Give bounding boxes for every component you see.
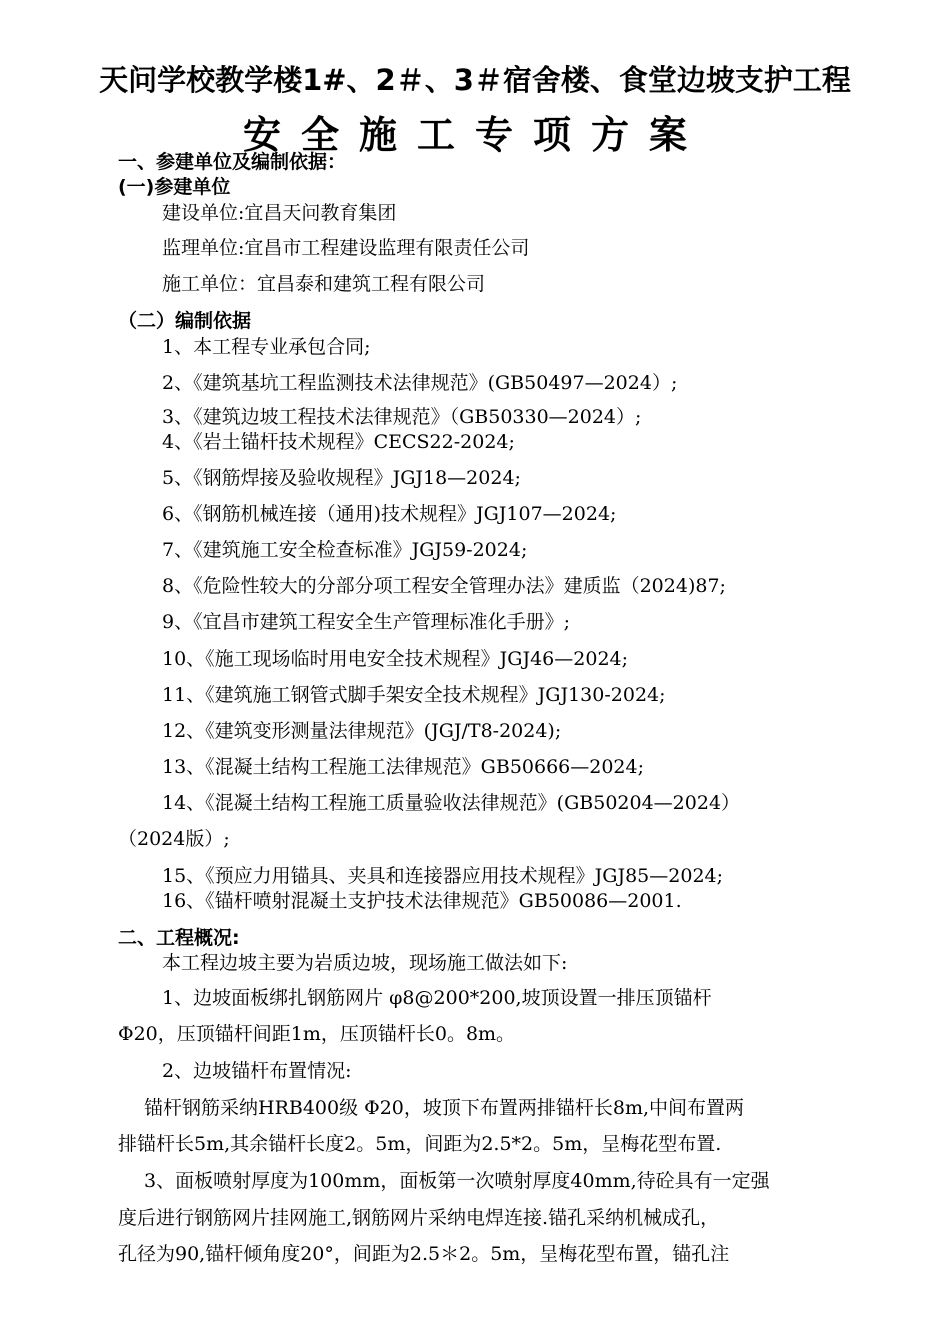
overview-line: 本工程边坡主要为岩质边坡，现场施工做法如下: (162, 952, 568, 974)
unit-line: 建设单位:宜昌天问教育集团 (162, 202, 397, 224)
basis-item: 14、《混凝土结构工程施工质量验收法律规范》(GB50204—2024） (162, 792, 741, 814)
basis-item: 3、《建筑边坡工程技术法律规范》（GB50330—2024）; (162, 406, 642, 428)
overview-line: 孔径为90,锚杆倾角度20°，间距为2.5＊2。5m，呈梅花型布置，锚孔注 (118, 1243, 730, 1265)
basis-item: 4、《岩土锚杆技术规程》CECS22-2024; (162, 431, 515, 453)
basis-item: 15、《预应力用锚具、夹具和连接器应用技术规程》JGJ85—2024; (162, 865, 724, 887)
basis-item-continuation: （2024版）; (118, 828, 230, 850)
basis-item: 8、《危险性较大的分部分项工程安全管理办法》建质监（2024)87; (162, 575, 726, 597)
overview-line: 排锚杆长5m,其余锚杆长度2。5m，间距为2.5*2。5m，呈梅花型布置. (118, 1133, 722, 1155)
overview-line: 2、边坡锚杆布置情况: (162, 1060, 352, 1082)
section-1-sub1-heading: (一)参建单位 (118, 176, 231, 198)
section-2-heading: 二、工程概况: (118, 927, 240, 949)
basis-item: 6、《钢筋机械连接（通用)技术规程》JGJ107—2024; (162, 503, 617, 525)
unit-line: 监理单位:宜昌市工程建设监理有限责任公司 (162, 237, 530, 259)
basis-item: 9、《宜昌市建筑工程安全生产管理标准化手册》; (162, 611, 570, 633)
basis-item: 5、《钢筋焊接及验收规程》JGJ18—2024; (162, 467, 521, 489)
overview-line: 3、面板喷射厚度为100mm，面板第一次喷射厚度40mm,待砼具有一定强 (144, 1170, 770, 1192)
basis-item: 10、《施工现场临时用电安全技术规程》JGJ46—2024; (162, 648, 629, 670)
document-title: 天问学校教学楼1#、2＃、3＃宿舍楼、食堂边坡支护工程 (99, 63, 851, 97)
section-1-sub2-heading: （二）编制依据 (118, 310, 252, 332)
basis-item: 11、《建筑施工钢管式脚手架安全技术规程》JGJ130-2024; (162, 684, 666, 706)
document-subtitle: 安全施工专项方案 (242, 113, 707, 157)
section-1-heading: 一、参建单位及编制依据： (118, 151, 347, 173)
unit-line: 施工单位：宜昌泰和建筑工程有限公司 (162, 273, 486, 295)
basis-item: 13、《混凝土结构工程施工法律规范》GB50666—2024; (162, 756, 645, 778)
overview-line: 1、边坡面板绑扎钢筋网片 φ8@200*200,坡顶设置一排压顶锚杆 (162, 987, 712, 1009)
basis-item: 2、《建筑基坑工程监测技术法律规范》(GB50497—2024）; (162, 372, 678, 394)
basis-item: 7、《建筑施工安全检查标准》JGJ59-2024; (162, 539, 528, 561)
overview-line: 锚杆钢筋采纳HRB400级 Φ20，坡顶下布置两排锚杆长8m,中间布置两 (144, 1097, 745, 1119)
overview-line: Φ20，压顶锚杆间距1m，压顶锚杆长0。8m。 (118, 1023, 516, 1045)
basis-item: 12、《建筑变形测量法律规范》(JGJ/T8-2024); (162, 720, 562, 742)
overview-line: 度后进行钢筋网片挂网施工,钢筋网片采纳电焊连接.锚孔采纳机械成孔， (118, 1207, 720, 1229)
basis-item: 16、《锚杆喷射混凝土支护技术法律规范》GB50086—2001. (162, 890, 682, 912)
basis-item: 1、本工程专业承包合同; (162, 336, 371, 358)
